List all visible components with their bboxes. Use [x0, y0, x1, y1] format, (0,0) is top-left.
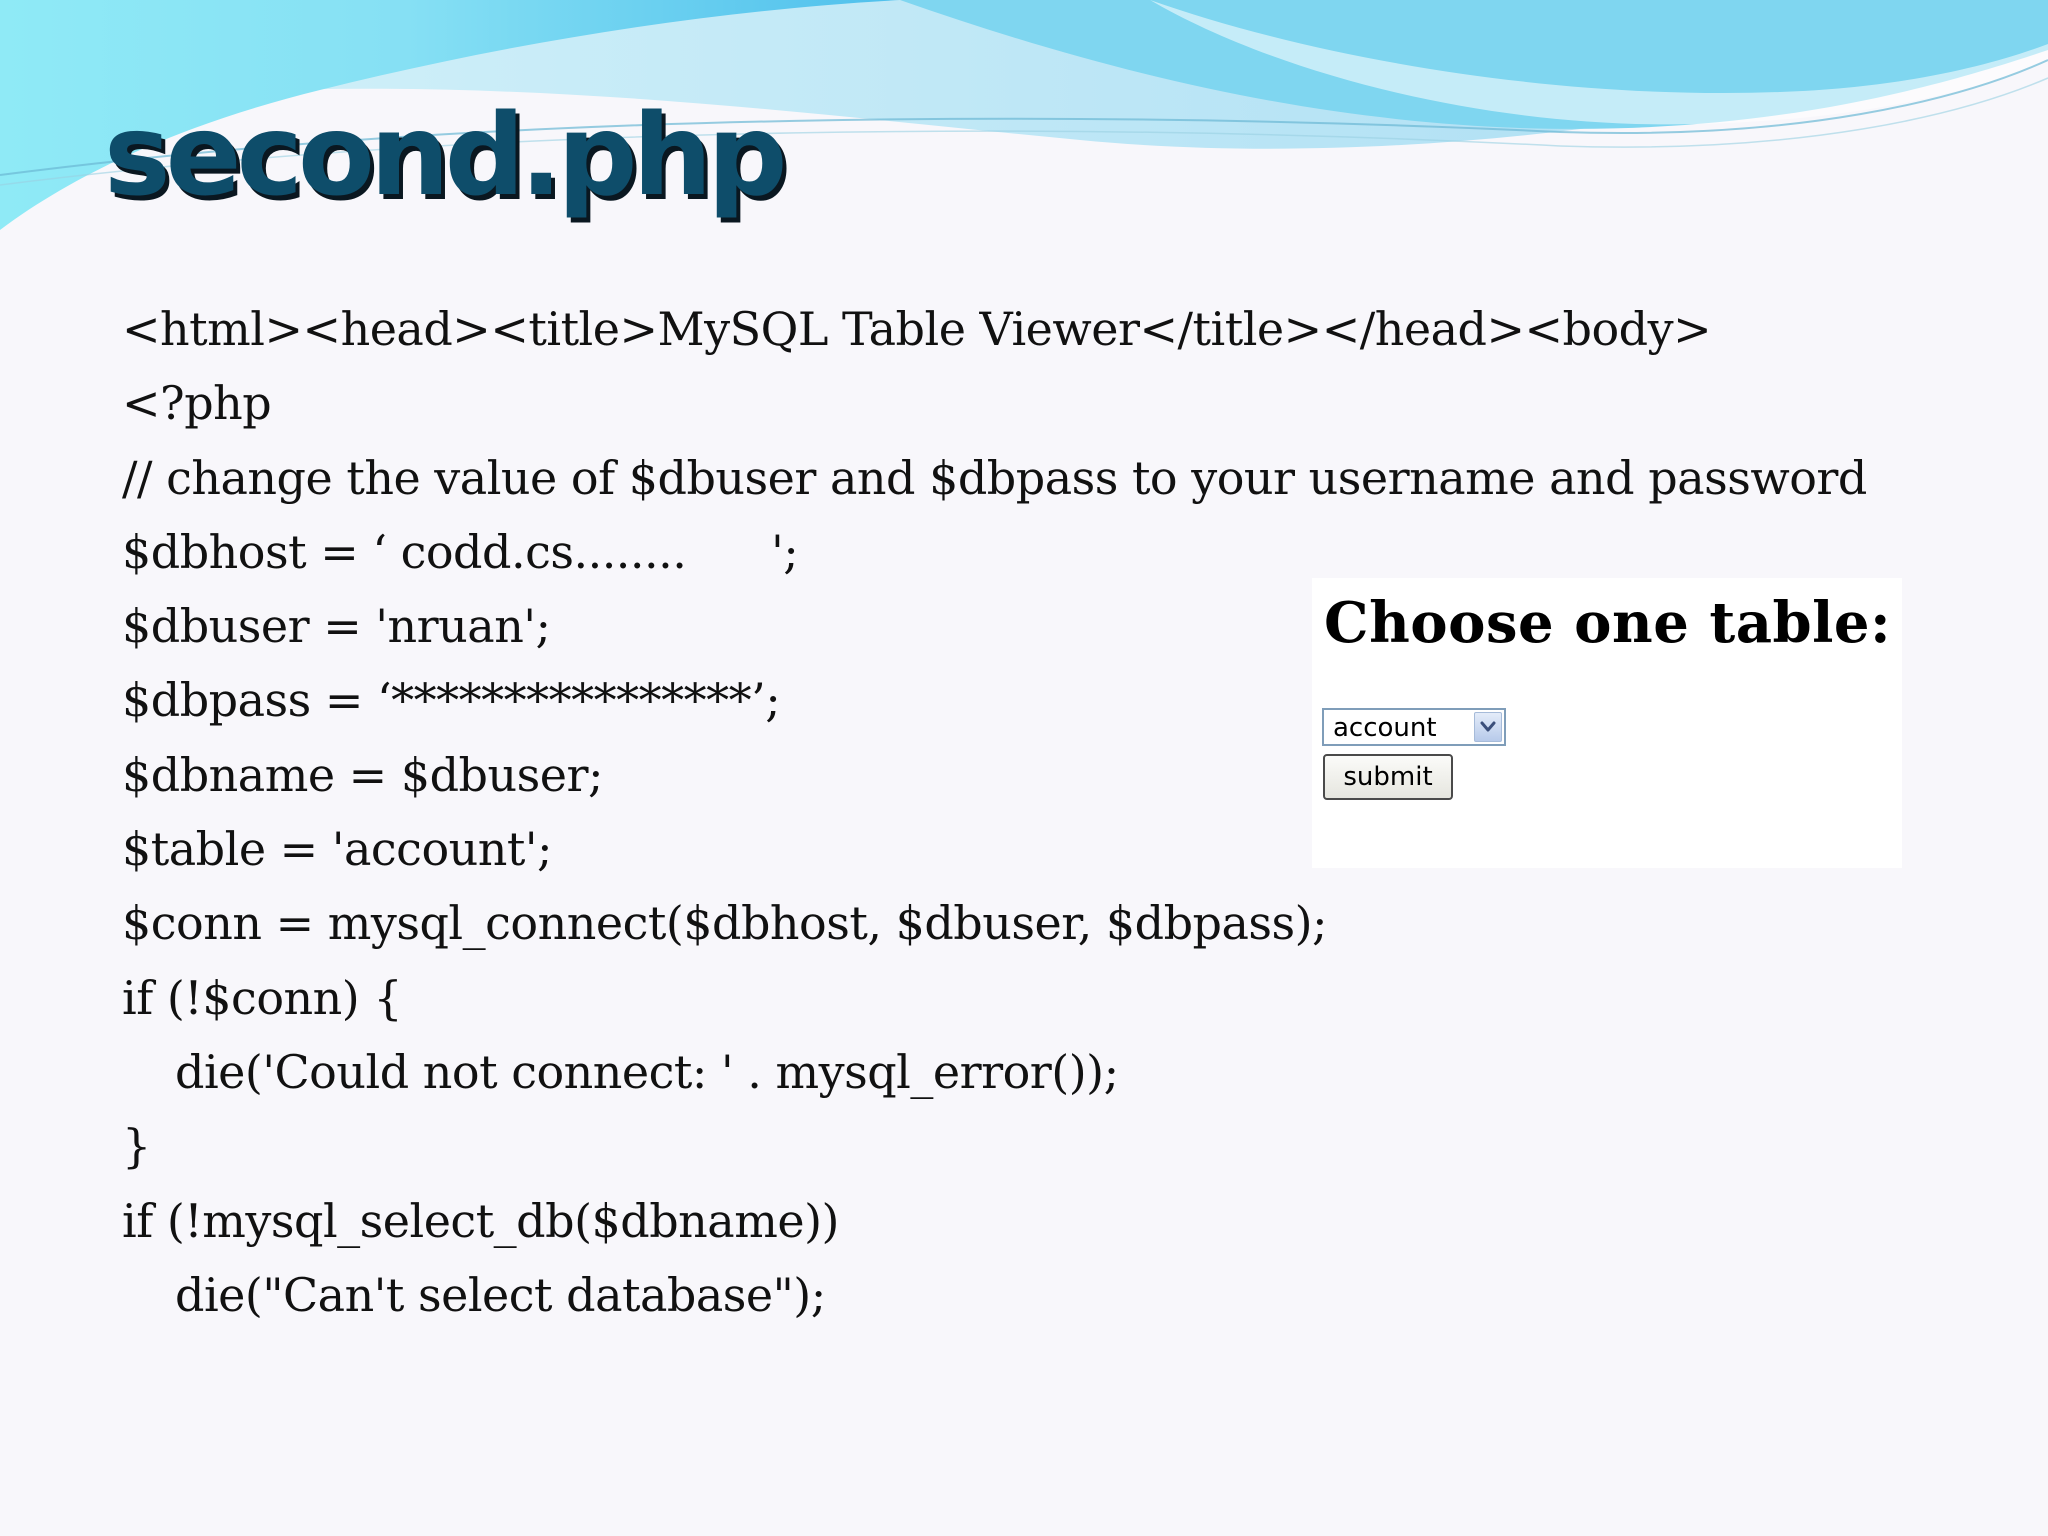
code-line: $conn = mysql_connect($dbhost, $dbuser, $dbpass);	[122, 896, 1328, 951]
code-line: if (!$conn) {	[122, 970, 403, 1025]
code-line: // change the value of $dbuser and $dbpass to your username and password	[122, 450, 1867, 505]
table-select-dropdown[interactable]	[1322, 708, 1506, 746]
code-line: $dbpass = ‘****************’;	[122, 673, 781, 728]
dropdown-arrow-button[interactable]	[1474, 712, 1502, 742]
code-line: die('Could not connect: ' . mysql_error());	[175, 1044, 1119, 1099]
code-line: $dbhost = ‘ codd.cs........ ';	[122, 524, 799, 579]
demo-heading: Choose one table:	[1324, 590, 1892, 656]
code-line: }	[122, 1119, 151, 1174]
submit-button[interactable]: submit	[1323, 754, 1453, 800]
code-line: $table = 'account';	[122, 822, 553, 877]
code-line: if (!mysql_select_db($dbname))	[122, 1193, 839, 1248]
code-line: $dbuser = 'nruan';	[122, 599, 551, 654]
table-select-value: account	[1333, 713, 1437, 743]
chevron-down-icon	[1480, 720, 1496, 734]
slide-title: second.php	[104, 91, 783, 221]
code-line: $dbname = $dbuser;	[122, 747, 603, 802]
browser-output-screenshot	[1312, 578, 1902, 868]
code-line: <html><head><title>MySQL Table Viewer</title></head><body>	[122, 302, 1712, 356]
code-line: die("Can't select database");	[175, 1267, 826, 1322]
code-line: <?php	[122, 376, 272, 431]
